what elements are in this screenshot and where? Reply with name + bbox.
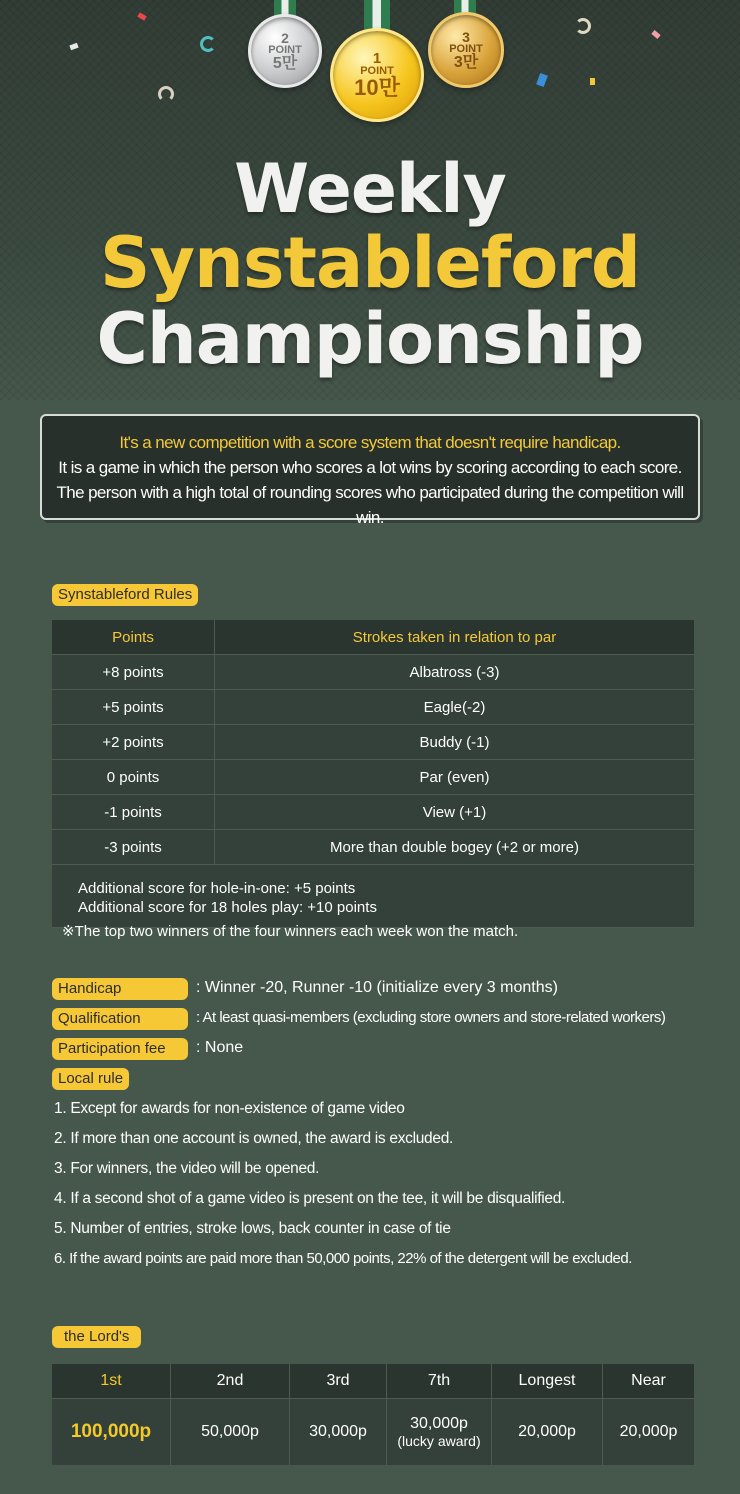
local-rule-item: 2. If more than one account is owned, the award is excluded. [54,1130,454,1147]
additional-score-text: Additional score for 18 holes play: +10 points [78,899,377,916]
strokes-cell: Buddy (-1) [215,725,695,760]
confetti [200,36,216,52]
local-rule-label: Local rule [52,1068,129,1090]
prize-header-1st: 1st [52,1364,171,1399]
title-line-synstableford: Synstableford [100,222,640,304]
medal-amount: 3만 [453,53,479,71]
handicap-value: : Winner -20, Runner -10 (initialize every 3 months) [196,979,558,996]
confetti [69,43,78,50]
points-cell: -1 points [52,795,215,830]
bronze-medal [428,0,502,90]
local-rule-item: 1. Except for awards for non-existence of game video [54,1100,405,1117]
qualification-label: Qualification [52,1008,188,1030]
intro-box [40,414,700,527]
table-row [52,830,694,865]
intro-line: It's a new competition with a score system that doesn't require handicap. [119,433,621,452]
fee-value: : None [196,1039,244,1056]
confetti [590,78,595,85]
table-row [52,760,694,795]
medal-amount: 5만 [272,54,298,72]
prize-value-longest: 20,000p [492,1399,603,1466]
prize-header-2nd: 2nd [171,1364,290,1399]
prize-header-3rd: 3rd [290,1364,387,1399]
confetti [651,30,660,39]
gold-medal [330,0,424,122]
points-cell: 0 points [52,760,215,795]
points-cell: +8 points [52,655,215,690]
table-row [52,690,694,725]
confetti [158,86,174,102]
prizes-label: the Lord's [52,1326,141,1348]
intro-line: The person with a high total of rounding scores who participated during the competition will win. [56,483,684,527]
silver-medal [248,0,322,90]
points-cell: +2 points [52,725,215,760]
table-row [52,1399,694,1466]
prize-value-1st: 100,000p [52,1399,171,1466]
rules-table [52,620,694,928]
additional-score-row [52,865,694,928]
medal-word: POINT [268,43,302,56]
header-strokes: Strokes taken in relation to par [215,620,695,655]
medal-rank: 1 [372,50,382,67]
table-row [52,725,694,760]
lucky-award-note: (lucky award) [397,1433,481,1449]
winners-note: ※The top two winners of the four winners each week won the match. [62,923,519,940]
prize-value-2nd: 50,000p [171,1399,290,1466]
table-header-row [52,1364,694,1399]
hero-banner [0,0,740,400]
qualification-value: : At least quasi-members (excluding store owners and store-related workers) [196,1009,666,1026]
table-row [52,795,694,830]
medal-word: POINT [449,42,483,55]
intro-line: It is a game in which the person who scores a lot wins by scoring according to each score. [58,458,682,477]
table-header-row [52,620,694,655]
strokes-cell: View (+1) [215,795,695,830]
points-cell: -3 points [52,830,215,865]
title-line-championship: Championship [96,298,644,380]
header-points: Points [52,620,215,655]
strokes-cell: Eagle(-2) [215,690,695,725]
local-rule-item: 4. If a second shot of a game video is present on the tee, it will be disqualified. [54,1190,566,1207]
medal-rank: 3 [462,28,470,45]
confetti [137,12,146,20]
fee-label: Participation fee [52,1038,188,1060]
handicap-label: Handicap [52,978,188,1000]
rules-label: Synstableford Rules [52,584,198,606]
prize-value-7th [387,1399,492,1466]
local-rule-item: 5. Number of entries, stroke lows, back counter in case of tie [54,1220,451,1237]
prize-table [52,1364,694,1465]
local-rule-item: 6. If the award points are paid more than 50,000 points, 22% of the detergent will be excluded. [54,1250,632,1267]
medal-rank: 2 [281,29,289,46]
table-row [52,655,694,690]
prize-header-near: Near [603,1364,695,1399]
prize-value-7th-amount: 30,000p [410,1415,468,1432]
prize-header-7th: 7th [387,1364,492,1399]
title-line-weekly: Weekly [234,150,506,229]
prize-value-near: 20,000p [603,1399,695,1466]
points-cell: +5 points [52,690,215,725]
additional-score-cell [52,865,694,928]
prize-header-longest: Longest [492,1364,603,1399]
medal-word: POINT [360,65,394,77]
strokes-cell: Par (even) [215,760,695,795]
confetti [536,73,548,87]
medal-amount: 10만 [354,75,400,100]
prize-value-3rd: 30,000p [290,1399,387,1466]
confetti [575,18,591,34]
strokes-cell: Albatross (-3) [215,655,695,690]
local-rule-item: 3. For winners, the video will be opened. [54,1160,320,1177]
additional-score-text: Additional score for hole-in-one: +5 points [78,880,356,897]
strokes-cell: More than double bogey (+2 or more) [215,830,695,865]
